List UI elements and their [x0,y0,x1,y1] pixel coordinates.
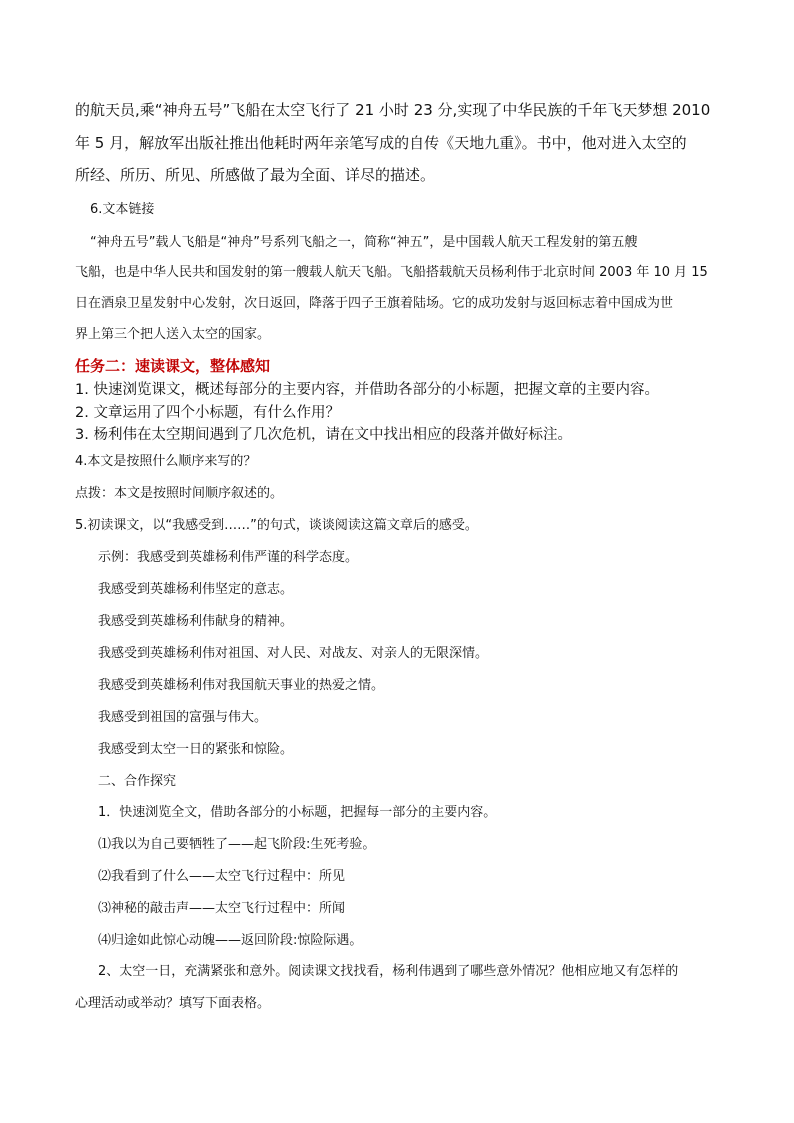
section6-line-2: 飞船，也是中华人民共和国发射的第一艘载人航天飞船。飞船搭载航天员杨利伟于北京时间 2003 年 10 月 15 [75,265,708,280]
section6-line-1: “神舟五号”载人飞船是“神舟”号系列飞船之一，简称“神五”，是中国载人航天工程发射的第五艘 [90,235,638,250]
section2-part-2: ⑵我看到了什么——太空飞行过程中：所见 [98,869,346,884]
task2-question-4: 4.本文是按照什么顺序来写的？ [75,454,257,469]
section2-q2-line-2: 心理活动或举动？填写下面表格。 [75,996,271,1011]
task2-question-5: 5.初读课文，以“我感受到……”的句式，谈谈阅读这篇文章后的感受。 [75,518,478,533]
example-6: 我感受到祖国的富强与伟大。 [98,710,268,725]
example-5: 我感受到英雄杨利伟对我国航天事业的热爱之情。 [98,678,385,693]
section2-part-4: ⑷归途如此惊心动魄——返回阶段:惊险际遇。 [98,933,363,948]
section6-line-4: 界上第三个把人送入太空的国家。 [75,327,271,342]
example-3: 我感受到英雄杨利伟献身的精神。 [98,614,294,629]
example-2: 我感受到英雄杨利伟坚定的意志。 [98,582,294,597]
section2-part-3: ⑶神秘的敲击声——太空飞行过程中：所闻 [98,901,346,916]
para1-line-1: 的航天员,乘“神舟五号”飞船在太空飞行了 21 小时 23 分,实现了中华民族的千年飞天梦想 2010 [75,101,711,119]
section2-part-1: ⑴我以为自己要牺牲了——起飞阶段:生死考验。 [98,837,376,852]
example-1: 示例：我感受到英雄杨利伟严谨的科学态度。 [98,550,359,565]
task2-question-1: 1. 快速浏览课文，概述每部分的主要内容，并借助各部分的小标题，把握文章的主要内容。 [75,382,659,398]
section6-heading: 6.文本链接 [90,202,155,217]
example-4: 我感受到英雄杨利伟对祖国、对人民、对战友、对亲人的无限深情。 [98,646,489,661]
task2-question-3: 3. 杨利伟在太空期间遇到了几次危机，请在文中找出相应的段落并做好标注。 [75,427,572,443]
para1-line-3: 所经、所历、所见、所感做了最为全面、详尽的描述。 [75,166,436,184]
example-7: 我感受到太空一日的紧张和惊险。 [98,742,294,757]
section2-q1: 1．快速浏览全文，借助各部分的小标题，把握每一部分的主要内容。 [98,805,497,820]
section2-q2-line-1: 2、太空一日，充满紧张和意外。阅读课文找找看，杨利伟遇到了哪些意外情况？他相应地又有怎样的 [98,964,679,979]
task2-heading: 任务二：速读课文，整体感知 [75,357,271,375]
para1-line-2: 年 5 月，解放军出版社推出他耗时两年亲笔写成的自传《天地九重》。书中，他对进入太空的 [75,134,687,152]
task2-question-2: 2. 文章运用了四个小标题，有什么作用？ [75,405,340,421]
section6-line-3: 日在酒泉卫星发射中心发射，次日返回，降落于四子王旗着陆场。它的成功发射与返回标志着中国成为世 [75,296,674,311]
section2-heading: 二、合作探究 [98,774,177,789]
task2-hint: 点拨：本文是按照时间顺序叙述的。 [75,486,284,501]
